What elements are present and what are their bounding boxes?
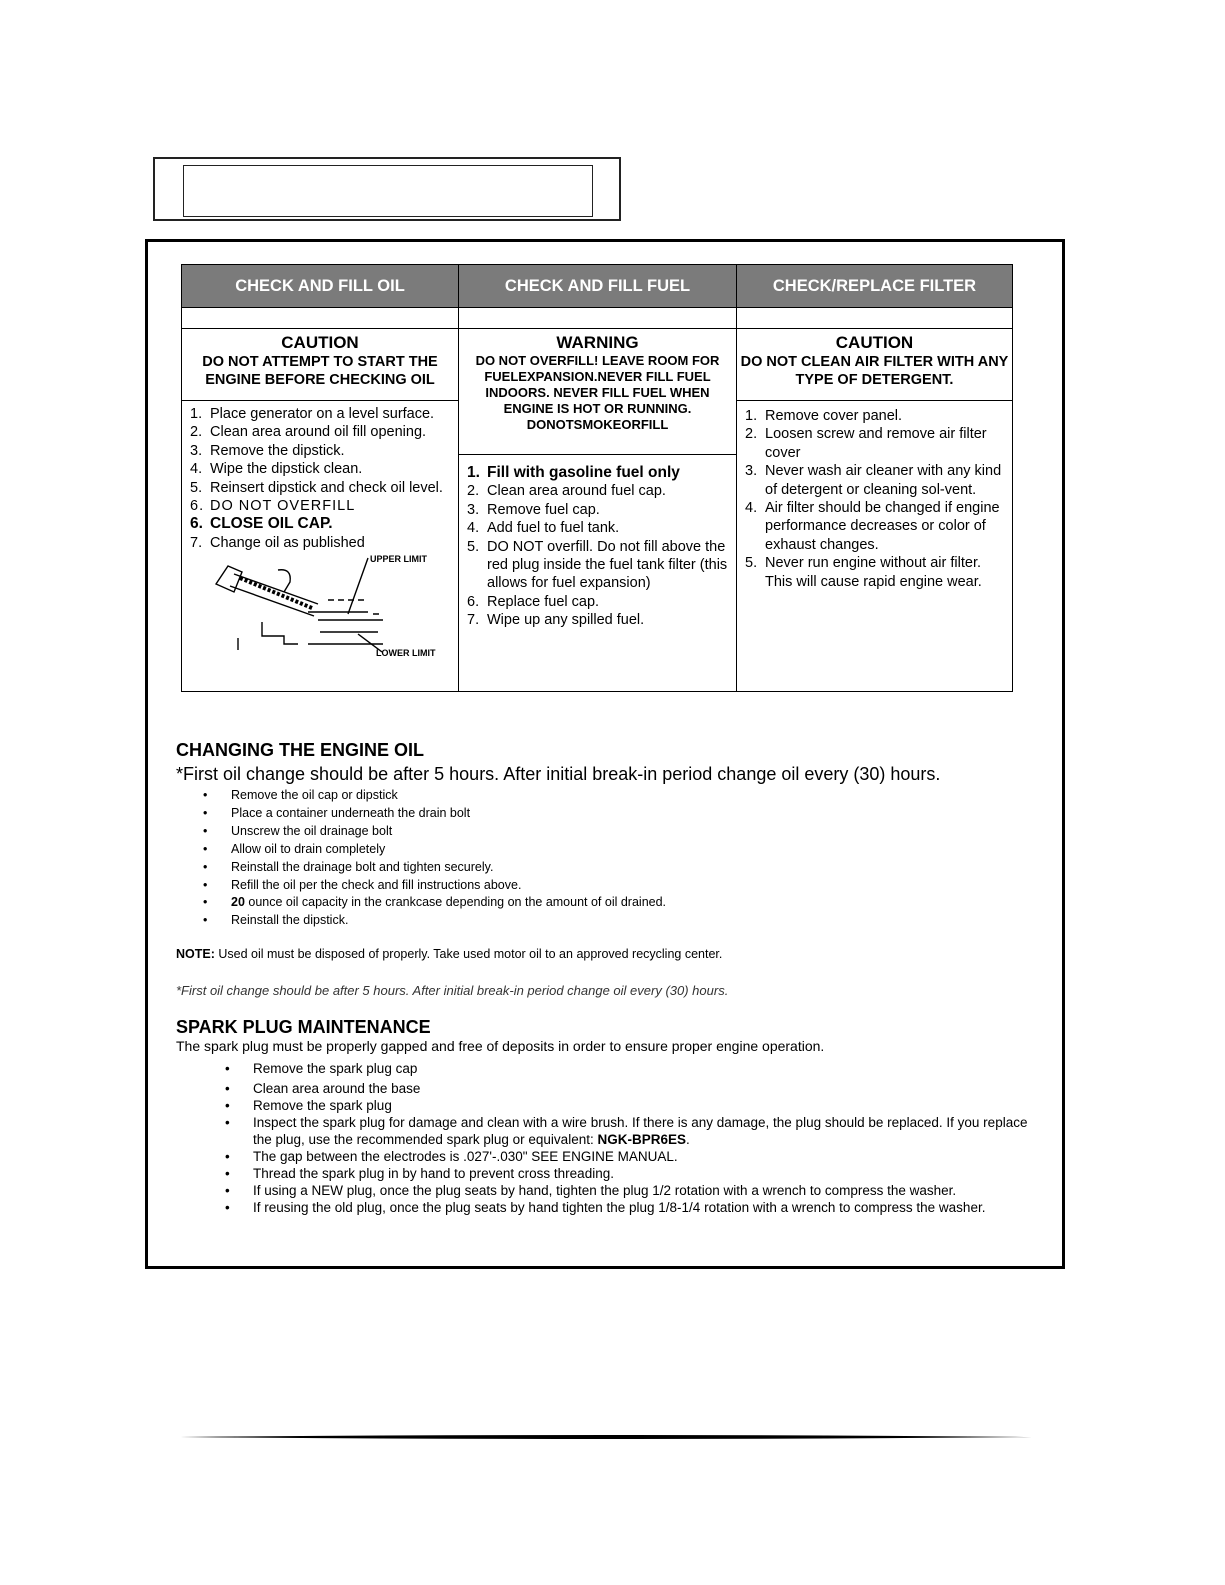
list-item: • Remove the spark plug: [225, 1097, 1040, 1114]
plug-model: NGK-BPR6ES: [597, 1132, 686, 1147]
caution-text: DO NOT ATTEMPT TO START THE ENGINE BEFORE CHECKING OIL: [202, 354, 438, 388]
lower-limit-label: LOWER LIMIT: [376, 648, 436, 659]
title-frame: [153, 157, 621, 221]
oil-column-header: CHECK AND FILL OIL: [182, 265, 458, 308]
list-item: 4. Add fuel to fuel tank.: [467, 520, 620, 537]
oil-capacity-value: 20: [231, 895, 245, 910]
list-item: • Clean area around the base: [225, 1080, 1040, 1097]
list-item: • 20 ounce oil capacity in the crankcase depending on the amount of oil drained.: [203, 894, 666, 912]
list-item: • Remove the oil cap or dipstick: [203, 787, 666, 805]
note-text: Used oil must be disposed of properly. Take used motor oil to an approved recycling center.: [218, 947, 723, 961]
title-box: [183, 165, 593, 217]
list-item: • Reinstall the dipstick.: [203, 912, 666, 930]
list-item: • The gap between the electrodes is .027'-.030" SEE ENGINE MANUAL.: [225, 1148, 1040, 1165]
header-spacer: [182, 308, 458, 329]
oil-change-steps: [203, 787, 666, 930]
filter-steps: [737, 401, 1012, 591]
list-item: 7. Change oil as published: [190, 534, 365, 551]
filter-column: [737, 265, 1012, 691]
footer-rule: [180, 1434, 1032, 1440]
list-item: • Allow oil to drain completely: [203, 841, 666, 859]
oil-column: [182, 265, 459, 691]
fuel-steps: [459, 455, 736, 630]
list-item: 3. Remove the dipstick.: [190, 442, 345, 459]
caution-text: DO NOT CLEAN AIR FILTER WITH ANY TYPE OF DETERGENT.: [740, 354, 1009, 388]
fuel-column-header: CHECK AND FILL FUEL: [459, 265, 736, 308]
list-item: 5. Reinsert dipstick and check oil level.: [190, 479, 443, 496]
oil-change-subtitle: *First oil change should be after 5 hours. After initial break-in period change oil every (30) hours.: [176, 764, 941, 784]
list-item: 2. Clean area around fuel cap.: [467, 483, 666, 500]
list-item: • Place a container underneath the drain bolt: [203, 805, 666, 823]
spark-plug-heading: SPARK PLUG MAINTENANCE: [176, 1017, 431, 1037]
oil-caution: [182, 333, 458, 401]
list-item: 4. Air filter should be changed if engine performance decreases or color of exhaust changes.: [745, 500, 1000, 553]
caution-title: CAUTION: [281, 333, 359, 352]
list-item: 1. Fill with gasoline fuel only: [467, 464, 680, 481]
filter-column-header: CHECK/REPLACE FILTER: [737, 265, 1012, 308]
filter-caution: [737, 333, 1012, 401]
header-spacer: [459, 308, 736, 329]
upper-limit-label: UPPER LIMIT: [370, 554, 428, 565]
list-item: 6. CLOSE OIL CAP.: [190, 515, 333, 533]
list-item: 1. Place generator on a level surface.: [190, 406, 435, 422]
oil-steps: [182, 401, 458, 552]
maintenance-table: [181, 264, 1013, 692]
warning-text: DO NOT OVERFILL! LEAVE ROOM FOR FUELEXPANSION.NEVER FILL FUEL INDOORS. NEVER FILL FUEL WHEN ENGINE IS HOT OR RUNNING. DONOTSMOKEORFILL: [475, 353, 720, 432]
caution-title: CAUTION: [835, 333, 914, 352]
oil-interval-note: *First oil change should be after 5 hours. After initial break-in period change oil every (30) hours.: [176, 983, 729, 998]
fuel-warning: [459, 333, 736, 455]
list-item: 5. Never run engine without air filter. This will cause rapid engine wear.: [745, 555, 982, 590]
list-item: 5. DO NOT overfill. Do not fill above the red plug inside the fuel tank filter (this allows for fuel expansion): [467, 538, 728, 592]
list-item: 4. Wipe the dipstick clean.: [190, 461, 363, 478]
dipstick-illustration: [208, 552, 448, 662]
disposal-note: [176, 947, 722, 961]
list-item: • Refill the oil per the check and fill instructions above.: [203, 877, 666, 895]
list-item: 7. Wipe up any spilled fuel.: [467, 612, 645, 629]
list-item: • If using a NEW plug, once the plug seats by hand, tighten the plug 1/2 rotation with a wrench to compress the washer.: [225, 1182, 1040, 1199]
spark-plug-intro: The spark plug must be properly gapped and free of deposits in order to ensure proper engine operation.: [176, 1038, 825, 1054]
list-item: 1. Remove cover panel.: [745, 408, 903, 424]
spark-plug-steps: [225, 1060, 1040, 1216]
note-label: NOTE:: [176, 947, 215, 961]
list-item: • If reusing the old plug, once the plug seats by hand tighten the plug 1/8-1/4 rotation with a wrench to compress the washer.: [225, 1199, 1040, 1216]
list-item: • Inspect the spark plug for damage and clean with a wire brush. If there is any damage, the plug should be replaced. If you replace the plug, use the recommended spark plug or equivalent: NGK-BPR6ES.: [225, 1114, 1040, 1148]
list-item: 3. Never wash air cleaner with any kind of detergent or cleaning sol-vent.: [745, 463, 1002, 498]
list-item: 2. Loosen screw and remove air filter cover: [745, 426, 987, 461]
list-item: • Thread the spark plug in by hand to prevent cross threading.: [225, 1165, 1040, 1182]
list-item: 2. Clean area around oil fill opening.: [190, 424, 427, 441]
list-item: 6. DO NOT OVERFILL: [190, 498, 356, 515]
list-item: 6. Replace fuel cap.: [467, 593, 600, 610]
dipstick-diagram: [208, 552, 458, 662]
list-item: 3. Remove fuel cap.: [467, 501, 600, 518]
list-item: • Reinstall the drainage bolt and tighten securely.: [203, 859, 666, 877]
list-item: • Unscrew the oil drainage bolt: [203, 823, 666, 841]
fuel-column: [459, 265, 737, 691]
warning-title: WARNING: [556, 333, 639, 352]
header-spacer: [737, 308, 1012, 329]
list-item: • Remove the spark plug cap: [225, 1060, 1040, 1077]
oil-change-heading: CHANGING THE ENGINE OIL: [176, 740, 425, 760]
